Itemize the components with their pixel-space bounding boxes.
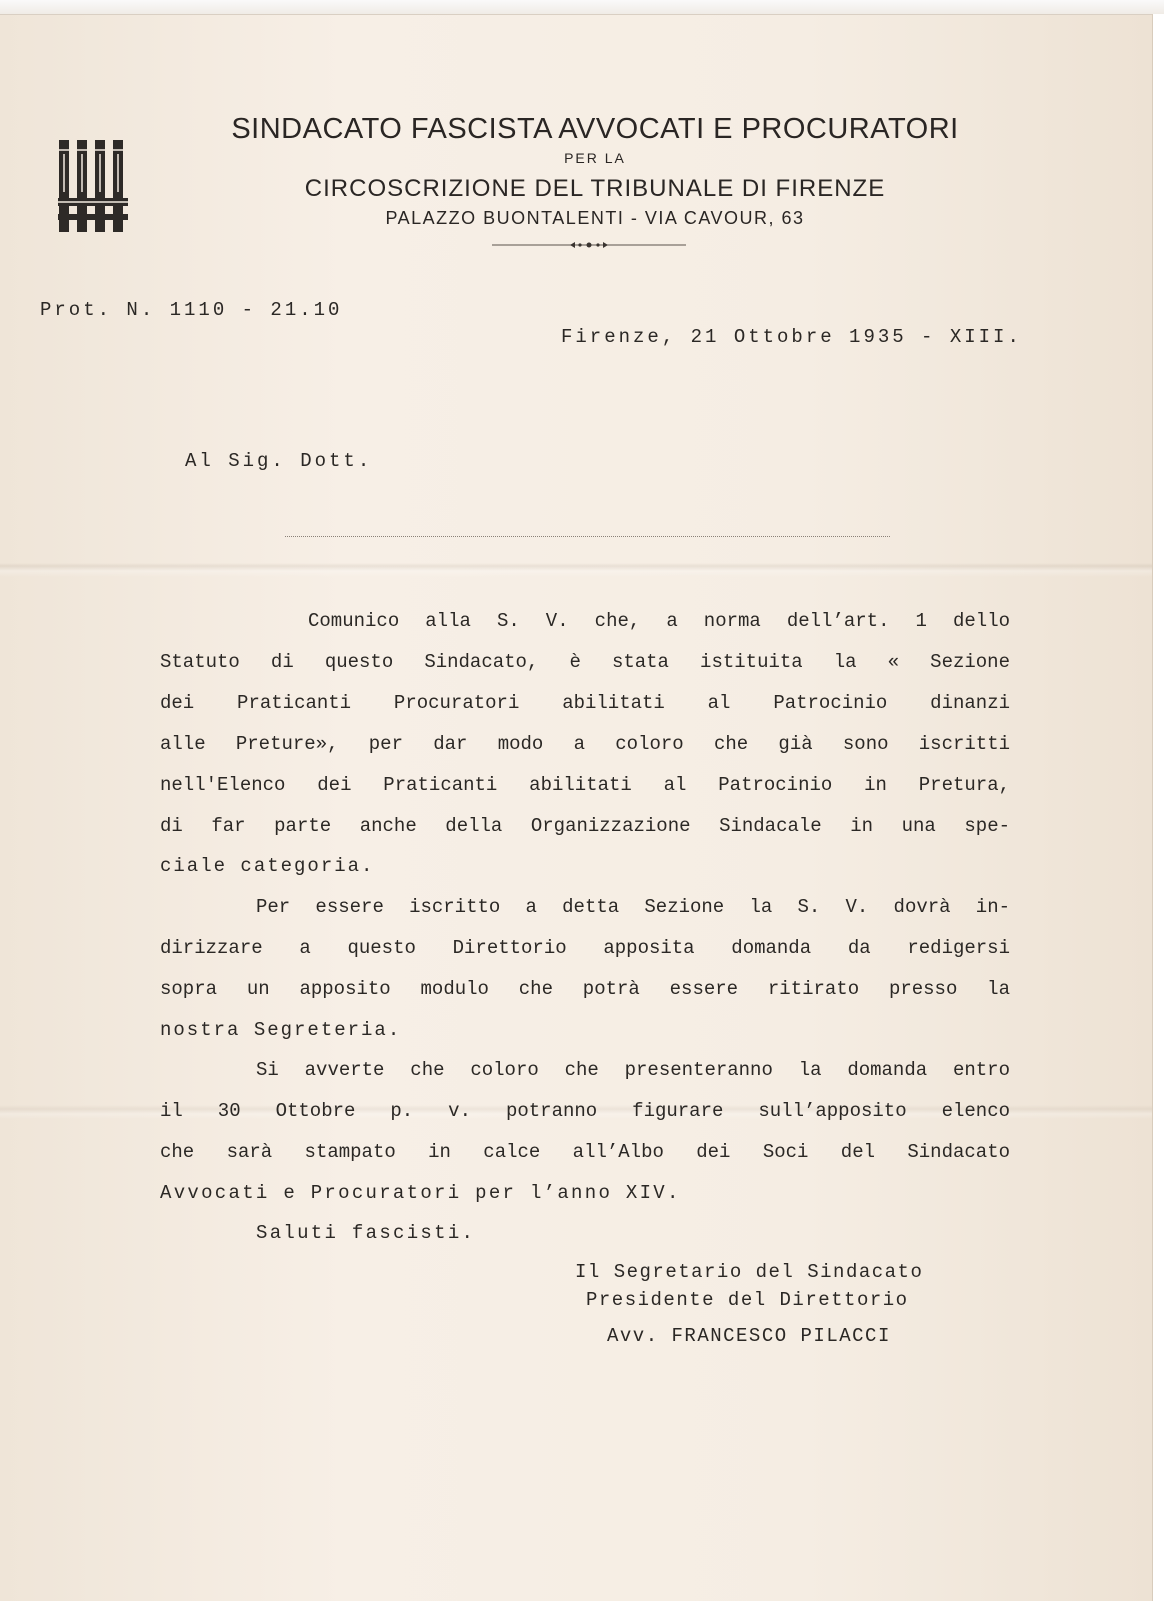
protocol-number: Prot. N. 1110 - 21.10 <box>40 299 343 321</box>
body-line: sopra un apposito modulo che potrà essere ritirato presso la <box>160 978 1010 1000</box>
letterhead-title: SINDACATO FASCISTA AVVOCATI E PROCURATORI <box>231 113 959 145</box>
body-line: Statuto di questo Sindacato, è stata istituita la « Sezione <box>160 651 1010 673</box>
letter-paper <box>0 14 1152 1601</box>
body-line: nostra Segreteria. <box>160 1019 402 1041</box>
body-line: il 30 Ottobre p. v. potranno figurare sull’apposito elenco <box>160 1100 1010 1122</box>
letterhead-address: PALAZZO BUONTALENTI - VIA CAVOUR, 63 <box>385 208 805 228</box>
body-line: di far parte anche della Organizzazione Sindacale in una spe- <box>160 815 1010 837</box>
scan-top-edge <box>0 0 1164 14</box>
addressee-salutation: Al Sig. Dott. <box>185 450 373 472</box>
body-line: alle Preture», per dar modo a coloro che già sono iscritti <box>160 733 1010 755</box>
body-line: Comunico alla S. V. che, a norma dell’art. 1 dello <box>308 610 1010 632</box>
body-line: dirizzare a questo Direttorio apposita domanda da redigersi <box>160 937 1010 959</box>
ornament-divider-icon <box>492 240 686 250</box>
body-line: Per essere iscritto a detta Sezione la S. V. dovrà in- <box>256 896 1010 918</box>
signature-name: Avv. FRANCESCO PILACCI <box>607 1325 891 1347</box>
letterhead-circoscrizione: CIRCOSCRIZIONE DEL TRIBUNALE DI FIRENZE <box>304 175 886 202</box>
body-line: Si avverte che coloro che presenteranno la domanda entro <box>256 1059 1010 1081</box>
body-line: nell'Elenco dei Praticanti abilitati al Patrocinio in Pretura, <box>160 774 1010 796</box>
body-line: che sarà stampato in calce all’Albo dei Soci del Sindacato <box>160 1141 1010 1163</box>
addressee-dotted-line <box>285 536 890 537</box>
body-line: Avvocati e Procuratori per l’anno XIV. <box>160 1182 681 1204</box>
body-line: dei Praticanti Procuratori abilitati al Patrocinio dinanzi <box>160 692 1010 714</box>
letterhead-per-la: PER LA <box>564 150 626 166</box>
fasces-emblem-icon <box>58 136 128 236</box>
closing-salutation: Saluti fascisti. <box>256 1222 476 1244</box>
signature-role-line: Presidente del Direttorio <box>586 1289 909 1311</box>
letter-date: Firenze, 21 Ottobre 1935 - XIII. <box>561 326 1022 348</box>
signature-title-line: Il Segretario del Sindacato <box>575 1261 924 1283</box>
body-line: ciale categoria. <box>160 855 375 877</box>
